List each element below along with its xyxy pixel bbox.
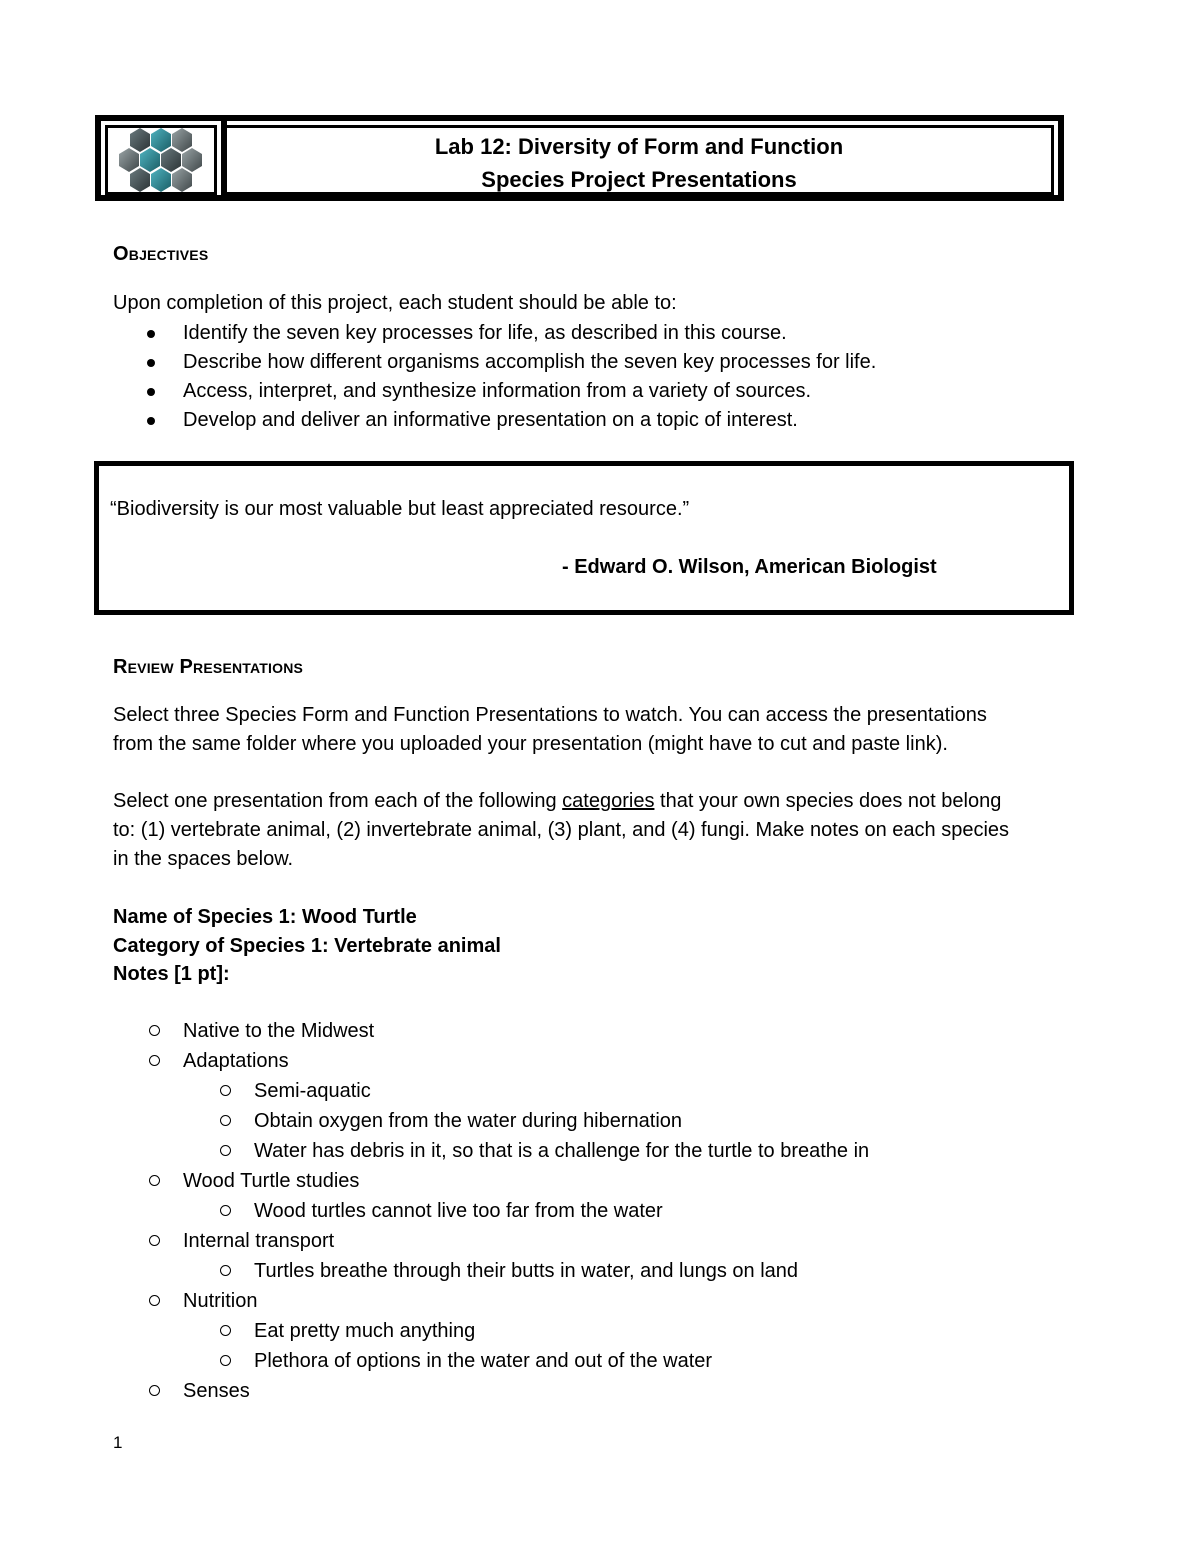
circle-bullet-icon: [149, 1295, 160, 1306]
text-span: Select one presentation from each of the following: [113, 790, 563, 812]
categories-link: categories: [562, 790, 655, 812]
species-name: Name of Species 1: Wood Turtle: [113, 906, 417, 928]
circle-bullet-icon: [149, 1235, 160, 1246]
paragraph-line: to: (1) vertebrate animal, (2) invertebrate animal, (3) plant, and (4) fungi. Make notes on each species: [113, 819, 1010, 841]
quote-box: [94, 461, 1074, 615]
objective-text: Describe how different organisms accomplish the seven key processes for life.: [183, 351, 877, 373]
note-item: [113, 1046, 869, 1076]
review-paragraph-1: [113, 701, 1103, 759]
hexagon-tile: [140, 148, 160, 172]
note-item: [113, 1286, 869, 1316]
circle-bullet-icon: [220, 1085, 231, 1096]
objectives-list: [113, 319, 876, 435]
note-text: Water has debris in it, so that is a challenge for the turtle to breathe in: [254, 1140, 870, 1162]
review-heading: Review Presentations: [113, 656, 304, 678]
hexagon-tile: [151, 168, 171, 192]
note-subitem: [113, 1346, 869, 1376]
hexagon-tile: [130, 128, 150, 152]
circle-bullet-icon: [220, 1115, 231, 1126]
note-subitem: [113, 1256, 869, 1286]
paragraph-line: Select three Species Form and Function Presentations to watch. You can access the presentations: [113, 704, 987, 726]
hexagon-tile: [182, 148, 202, 172]
bullet-icon: [147, 388, 155, 396]
note-subitem: [113, 1316, 869, 1346]
species-category: Category of Species 1: Vertebrate animal: [113, 934, 501, 957]
objective-text: Develop and deliver an informative presentation on a topic of interest.: [183, 409, 798, 431]
objective-item: [113, 319, 876, 348]
note-text: Adaptations: [183, 1050, 289, 1072]
objective-text: Identify the seven key processes for life, as described in this course.: [183, 322, 787, 344]
hexagon-collage-logo: [108, 128, 214, 192]
objective-item: [113, 377, 876, 406]
bullet-icon: [147, 330, 155, 338]
objectives-heading: Objectives: [113, 243, 209, 265]
note-text: Senses: [183, 1380, 250, 1402]
circle-bullet-icon: [149, 1385, 160, 1396]
circle-bullet-icon: [220, 1265, 231, 1276]
note-subitem: [113, 1106, 869, 1136]
circle-bullet-icon: [220, 1325, 231, 1336]
note-subitem: [113, 1076, 869, 1106]
hexagon-tile: [151, 128, 171, 152]
note-text: Wood Turtle studies: [183, 1170, 360, 1192]
note-text: Internal transport: [183, 1230, 335, 1252]
note-item: [113, 1376, 869, 1406]
note-text: Wood turtles cannot live too far from the water: [254, 1200, 663, 1222]
page-number: 1: [113, 1433, 123, 1452]
species-1-notes: [113, 1016, 869, 1406]
note-text: Native to the Midwest: [183, 1020, 375, 1042]
review-paragraph-2: [113, 787, 1103, 874]
lab-title-line1: Lab 12: Diversity of Form and Function: [434, 134, 844, 159]
note-text: Semi-aquatic: [254, 1080, 371, 1102]
circle-bullet-icon: [149, 1175, 160, 1186]
objective-item: [113, 348, 876, 377]
hexagon-tile: [172, 168, 192, 192]
quote-author: - Edward O. Wilson, American Biologist: [562, 556, 937, 578]
note-text: Plethora of options in the water and out of the water: [254, 1350, 713, 1372]
note-subitem: [113, 1196, 869, 1226]
circle-bullet-icon: [220, 1145, 231, 1156]
bullet-icon: [147, 417, 155, 425]
text-span: that your own species does not belong: [654, 790, 1002, 812]
note-item: [113, 1016, 869, 1046]
objective-item: [113, 406, 876, 435]
objectives-intro: Upon completion of this project, each student should be able to:: [113, 292, 677, 314]
note-subitem: [113, 1136, 869, 1166]
note-text: Obtain oxygen from the water during hibernation: [254, 1110, 683, 1132]
note-item: [113, 1226, 869, 1256]
lab-title-line2: Species Project Presentations: [481, 167, 797, 192]
circle-bullet-icon: [220, 1205, 231, 1216]
note-item: [113, 1166, 869, 1196]
lab-title: [227, 125, 1054, 195]
circle-bullet-icon: [149, 1025, 160, 1036]
note-text: Eat pretty much anything: [254, 1320, 476, 1342]
logo: [105, 125, 217, 195]
hexagon-tile: [172, 128, 192, 152]
paragraph-line: from the same folder where you uploaded your presentation (might have to cut and paste link).: [113, 733, 948, 755]
circle-bullet-icon: [149, 1055, 160, 1066]
header-box: [95, 115, 1064, 201]
paragraph-line: [113, 787, 1103, 816]
quote-text: “Biodiversity is our most valuable but least appreciated resource.”: [110, 498, 690, 520]
species-1-info: [113, 903, 501, 989]
circle-bullet-icon: [220, 1355, 231, 1366]
bullet-icon: [147, 359, 155, 367]
hexagon-tile: [119, 148, 139, 172]
notes-label: Notes [1 pt]:: [113, 963, 230, 985]
hexagon-tile: [130, 168, 150, 192]
objective-text: Access, interpret, and synthesize information from a variety of sources.: [183, 380, 812, 402]
hexagon-tile: [161, 148, 181, 172]
paragraph-line: in the spaces below.: [113, 848, 294, 870]
note-text: Nutrition: [183, 1290, 258, 1312]
note-text: Turtles breathe through their butts in water, and lungs on land: [254, 1260, 799, 1282]
